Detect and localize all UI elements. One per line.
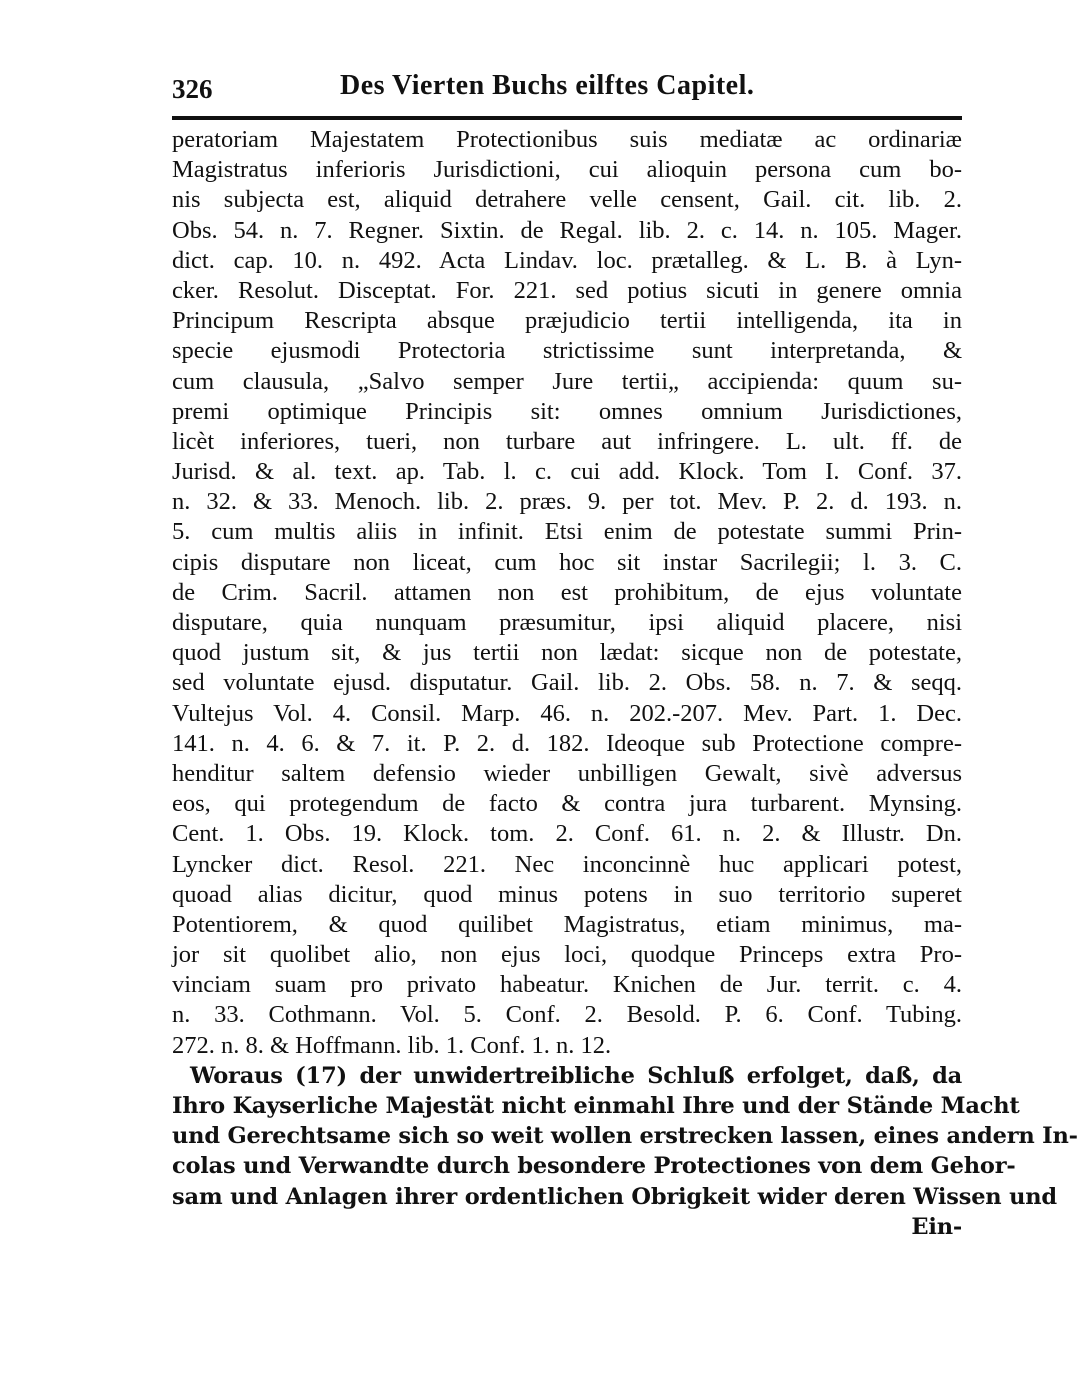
text-line: jor sit quolibet alio, non ejus loci, quodque Princeps extra Pro- <box>172 941 962 969</box>
text-line: cipis disputare non liceat, cum hoc sit instar Sacrilegii; l. 3. C. <box>172 548 962 576</box>
text-line: cum clausula, „Salvo semper Jure tertii„ accipienda: quum su- <box>172 367 962 395</box>
text-line: Lyncker dict. Resol. 221. Nec inconcinnè huc applicari potest, <box>172 850 962 878</box>
running-head: Des Vierten Buchs eilftes Capitel. <box>340 70 755 101</box>
text-line: de Crim. Sacril. attamen non est prohibitum, de ejus voluntate <box>172 578 962 606</box>
text-line: Cent. 1. Obs. 19. Klock. tom. 2. Conf. 61. n. 2. & Illustr. Dn. <box>172 820 962 848</box>
text-line: 141. n. 4. 6. & 7. it. P. 2. d. 182. Ideoque sub Protectione compre- <box>172 729 962 757</box>
text-line: Potentiorem, & quod quilibet Magistratus, etiam minimus, ma- <box>172 910 962 938</box>
catchword: Ein- <box>911 1213 962 1240</box>
text-line: sed voluntate ejusd. disputatur. Gail. lib. 2. Obs. 58. n. 7. & seqq. <box>172 669 962 697</box>
text-line: Vultejus Vol. 4. Consil. Marp. 46. n. 202.-207. Mev. Part. 1. Dec. <box>172 699 962 727</box>
text-line: dict. cap. 10. n. 492. Acta Lindav. loc. prætalleg. & L. B. à Lyn- <box>172 246 962 274</box>
page-header <box>172 70 962 110</box>
text-line: 5. cum multis aliis in infinit. Etsi enim de potestate summi Prin- <box>172 518 962 546</box>
text-line: quod justum sit, & jus tertii non lædat: sicque non de potestate, <box>172 639 962 667</box>
german-text-line: sam und Anlagen ihrer ordentlichen Obrigkeit wider deren Wissen und <box>172 1183 1057 1210</box>
text-line: n. 33. Cothmann. Vol. 5. Conf. 2. Besold. P. 6. Conf. Tubing. <box>172 1001 962 1029</box>
german-text-line: colas und Verwandte durch besondere Protectiones von dem Gehor- <box>172 1153 1016 1180</box>
german-text-line: Ihro Kayserliche Majestät nicht einmahl Ihre und der Stände Macht <box>172 1093 1020 1119</box>
header-rule <box>172 116 962 120</box>
text-line: premi optimique Principis sit: omnes omnium Jurisdictiones, <box>172 397 962 425</box>
text-line: n. 32. & 33. Menoch. lib. 2. præs. 9. per tot. Mev. P. 2. d. 193. n. <box>172 488 962 516</box>
text-line: vinciam suam pro privato habeatur. Knichen de Jur. territ. c. 4. <box>172 971 962 999</box>
text-line: Obs. 54. n. 7. Regner. Sixtin. de Regal. lib. 2. c. 14. n. 105. Mager. <box>172 216 962 244</box>
text-line: Jurisd. & al. text. ap. Tab. l. c. cui add. Klock. Tom I. Conf. 37. <box>172 458 962 486</box>
text-line: Magistratus inferioris Jurisdictioni, cui alioquin persona cum bo- <box>172 156 962 184</box>
text-line: henditur saltem defensio wieder unbilligen Gewalt, sivè adversus <box>172 759 962 787</box>
german-text-line: und Gerechtsame sich so weit wollen erstrecken lassen, eines andern In- <box>172 1123 1078 1150</box>
text-line: eos, qui protegendum de facto & contra jura turbarent. Mynsing. <box>172 790 962 818</box>
text-line: nis subjecta est, aliquid detrahere velle censent, Gail. cit. lib. 2. <box>172 186 962 214</box>
text-line: cker. Resolut. Disceptat. For. 221. sed potius sicuti in genere omnia <box>172 276 962 304</box>
text-line: Principum Rescripta absque præjudicio tertii intelligenda, ita in <box>172 307 962 335</box>
body-text <box>172 125 1078 1242</box>
text-line: licèt inferiores, tueri, non turbare aut infringere. L. ult. ff. de <box>172 427 962 455</box>
page-number: 326 <box>172 74 213 104</box>
text-line: quoad alias dicitur, quod minus potens in suo territorio superet <box>172 880 962 908</box>
text-line: peratoriam Majestatem Protectionibus suis mediatæ ac ordinariæ <box>172 126 962 153</box>
german-text-line: Woraus (17) der unwidertreibliche Schluß erfolget, daß, da <box>190 1062 962 1089</box>
text-line: disputare, quia nunquam præsumitur, ipsi aliquid placere, nisi <box>172 609 962 636</box>
text-line: specie ejusmodi Protectoria strictissime sunt interpretanda, & <box>172 337 962 365</box>
text-line: 272. n. 8. & Hoffmann. lib. 1. Conf. 1. n. 12. <box>172 1031 612 1059</box>
